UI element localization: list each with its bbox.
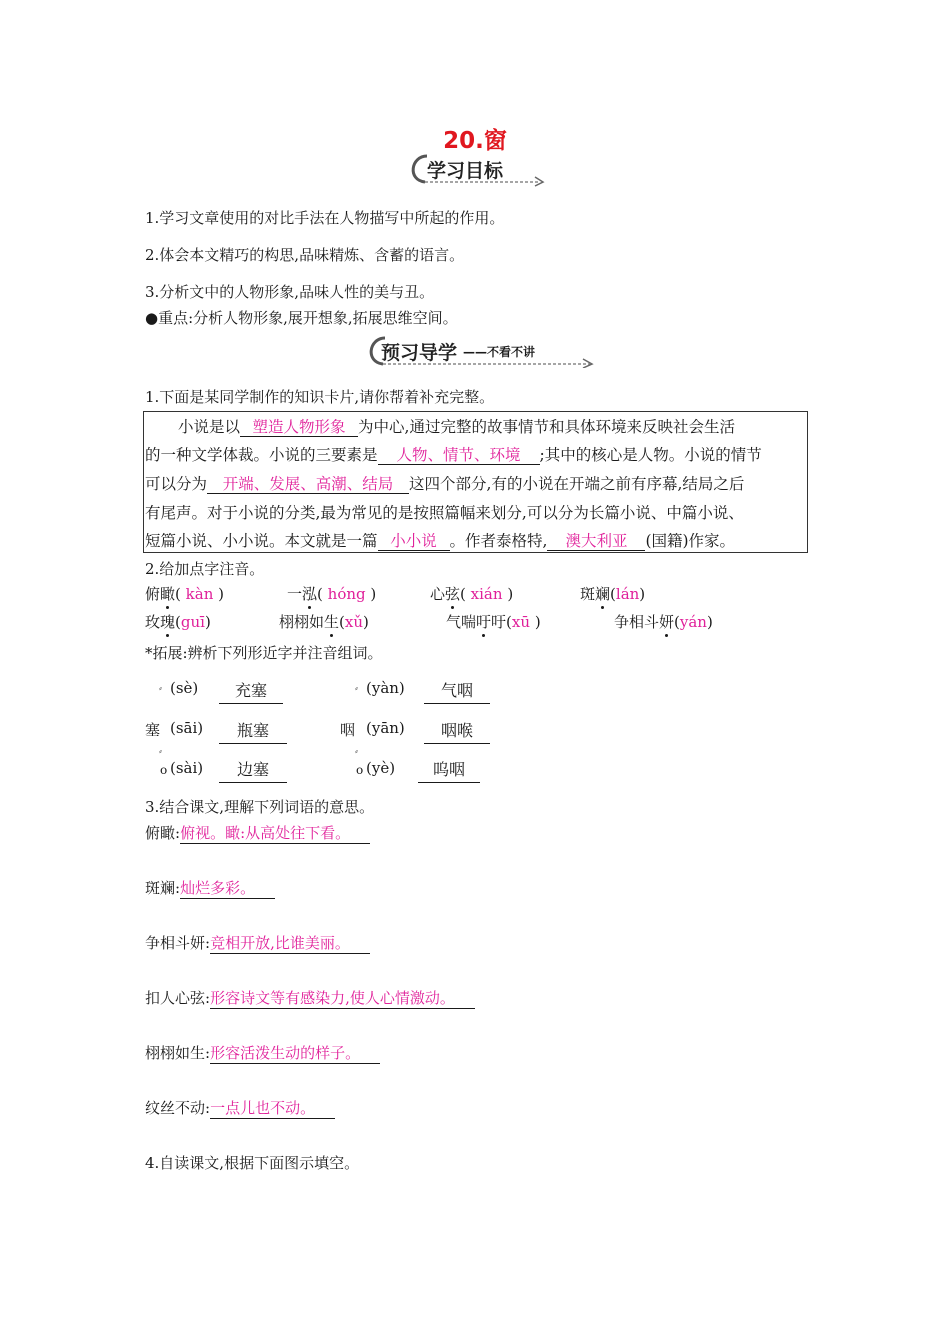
definition-answer: 形容活泼生动的样子。 [210, 1042, 380, 1064]
card-text: 这四个部分,有的小说在开端之前有序幕,结局之后 [409, 475, 745, 493]
word-answer: 充塞 [219, 678, 283, 704]
definition-item: 争相斗妍:竞相开放,比谁美丽。 [145, 932, 370, 954]
pinyin-answer: yán [679, 613, 707, 631]
brace-mark-icon: ⸗ [159, 684, 162, 694]
question-3-prompt: 3.结合课文,理解下列词语的意思。 [145, 798, 375, 816]
brace-end-icon: o [356, 763, 364, 777]
focus-point: ●重点:分析人物形象,展开想象,拓展思维空间。 [145, 309, 458, 327]
banner-goals-label: 学习目标 [427, 160, 504, 182]
pinyin-item: 斑斓(lán) [580, 585, 646, 603]
brace-mark-icon: ⸗ [159, 747, 162, 757]
answer-blank: 塑造人物形象 [252, 418, 346, 436]
card-line [145, 472, 744, 494]
pinyin-answer: xǔ [344, 613, 364, 631]
card-text: (国籍)作家。 [645, 532, 736, 550]
answer-blank: 小小说 [390, 532, 437, 550]
word-answer: 咽喉 [424, 718, 490, 744]
pinyin-item: 栩栩如生(xǔ) [279, 613, 369, 631]
goal-item: 2.体会本文精巧的构思,品味精炼、含蓄的语言。 [145, 246, 465, 264]
banner-preview-label: 预习导学 [381, 342, 458, 364]
char-main: 塞 [145, 721, 161, 739]
card-text: 。作者泰格特, [449, 532, 548, 550]
card-line: 有尾声。对于小说的分类,最为常见的是按照篇幅来划分,可以分为长篇小说、中篇小说、 [145, 504, 744, 522]
answer-blank: 开端、发展、高潮、结局 [222, 475, 394, 493]
section-banner-preview [365, 334, 595, 368]
word-answer: 瓶塞 [219, 718, 287, 744]
brace-mark-icon: ⸗ [355, 747, 358, 757]
pinyin-item: 气喘吁吁(xū ) [446, 613, 541, 631]
extend-prompt: *拓展:辨析下列形近字并注音组词。 [145, 644, 383, 662]
char-reading: (sài) [170, 759, 204, 777]
pinyin-item: 玫瑰(guī) [145, 613, 211, 631]
word-answer: 呜咽 [418, 757, 480, 783]
char-reading: (sè) [170, 679, 199, 697]
pinyin-item: 俯瞰( kàn ) [145, 585, 225, 603]
card-line [145, 529, 735, 551]
definition-answer: 灿烂多彩。 [180, 877, 275, 899]
definition-item: 栩栩如生:形容活泼生动的样子。 [145, 1042, 380, 1064]
char-reading: (sāi) [170, 719, 204, 737]
char-main: 咽 [340, 721, 356, 739]
banner-preview-sub: ——不看不讲 [463, 345, 536, 359]
card-line [178, 415, 735, 437]
definition-answer: 一点儿也不动。 [210, 1097, 335, 1119]
question-1-prompt: 1.下面是某同学制作的知识卡片,请你帮着补充完整。 [145, 388, 495, 406]
pinyin-answer: guī [180, 613, 205, 631]
char-reading: (yàn) [366, 679, 405, 697]
definition-item: 扣人心弦:形容诗文等有感染力,使人心情激动。 [145, 987, 475, 1009]
answer-blank: 人物、情节、环境 [396, 446, 521, 464]
pinyin-answer: hóng [327, 585, 366, 603]
page-title: 20.窗 [443, 128, 507, 154]
definition-answer: 形容诗文等有感染力,使人心情激动。 [210, 987, 475, 1009]
answer-blank: 澳大利亚 [565, 532, 628, 550]
pinyin-item: 一泓( hóng ) [287, 585, 377, 603]
word-answer: 边塞 [219, 757, 287, 783]
char-reading: (yān) [366, 719, 405, 737]
card-text: 可以分为 [145, 475, 208, 493]
definition-item: 纹丝不动:一点儿也不动。 [145, 1097, 335, 1119]
card-text: 短篇小说、小小说。本文就是一篇 [145, 532, 378, 550]
goal-item: 1.学习文章使用的对比手法在人物描写中所起的作用。 [145, 209, 505, 227]
card-text: 小说是以 [178, 418, 241, 436]
pinyin-item: 争相斗妍(yán) [614, 613, 713, 631]
card-line [145, 443, 762, 465]
pinyin-item: 心弦( xián ) [430, 585, 514, 603]
definition-item: 俯瞰:俯视。瞰:从高处往下看。 [145, 822, 370, 844]
pinyin-answer: kàn [185, 585, 214, 603]
card-text: 为中心,通过完整的故事情节和具体环境来反映社会生活 [358, 418, 735, 436]
pinyin-answer: lán [615, 585, 640, 603]
definition-answer: 竞相开放,比谁美丽。 [210, 932, 370, 954]
card-text: 的一种文学体裁。小说的三要素是 [145, 446, 378, 464]
question-2-prompt: 2.给加点字注音。 [145, 560, 265, 578]
brace-end-icon: o [160, 763, 168, 777]
section-banner-goals [405, 150, 545, 188]
question-4-prompt: 4.自读课文,根据下面图示填空。 [145, 1154, 360, 1172]
pinyin-answer: xū [511, 613, 531, 631]
goal-item: 3.分析文中的人物形象,品味人性的美与丑。 [145, 283, 435, 301]
definition-item: 斑斓:灿烂多彩。 [145, 877, 275, 899]
card-text: ;其中的核心是人物。小说的情节 [539, 446, 762, 464]
pinyin-answer: xián [470, 585, 503, 603]
word-answer: 气咽 [424, 678, 490, 704]
definition-answer: 俯视。瞰:从高处往下看。 [180, 822, 370, 844]
brace-mark-icon: ⸗ [355, 684, 358, 694]
char-reading: (yè) [366, 759, 396, 777]
